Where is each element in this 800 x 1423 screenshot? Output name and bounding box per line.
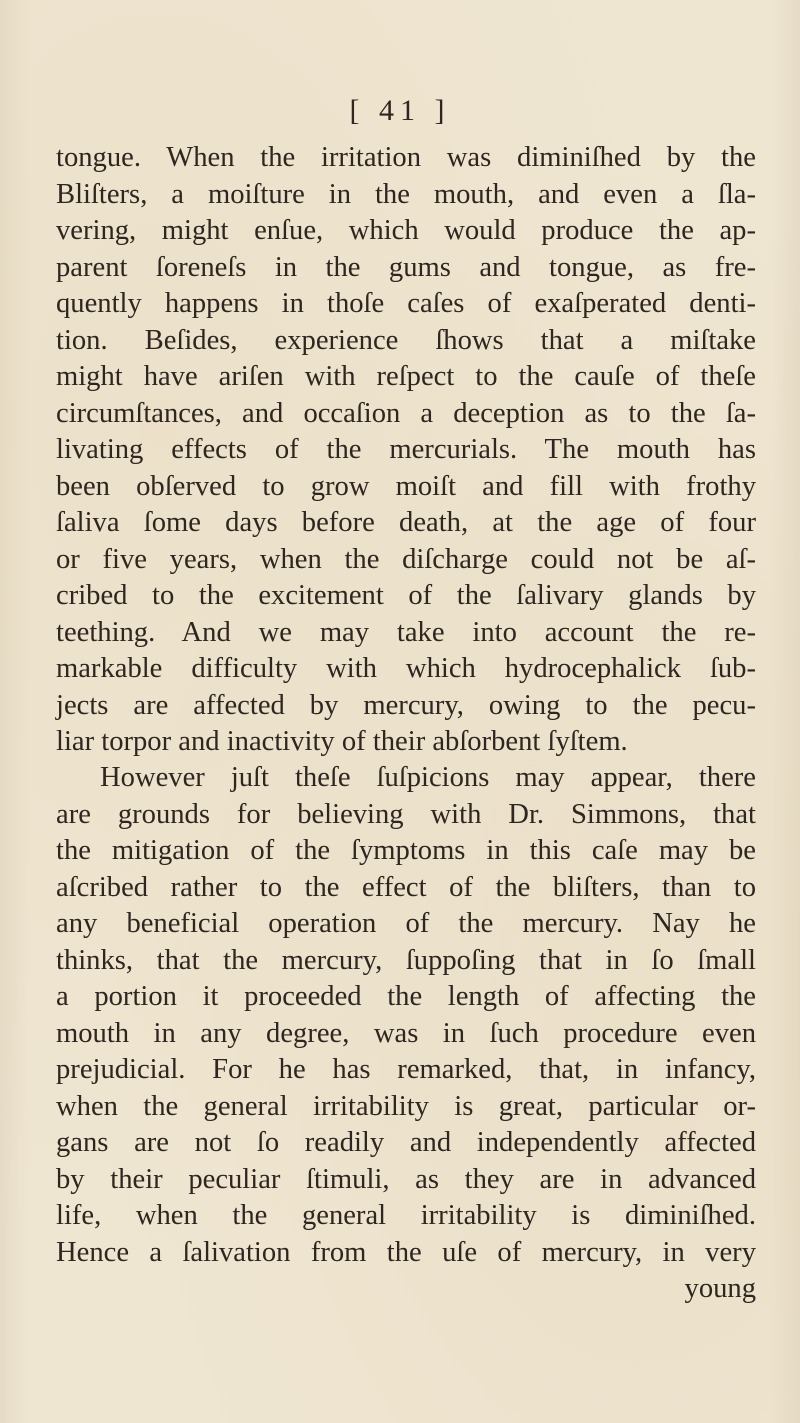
text-line: jects are affected by mercury, owing to the pecu- [56, 689, 756, 721]
text-line: any beneficial operation of the mercury. Nay he [56, 908, 756, 939]
text-line: been obſerved to grow moiſt and fill with frothy [56, 470, 756, 502]
text-line: liar torpor and inactivity of their abſorbent ſyſtem. [56, 726, 628, 757]
text-line: a portion it proceeded the length of affecting the [56, 981, 756, 1012]
text-line: thinks, that the mercury, ſuppoſing that in ſo ſmall [56, 944, 756, 976]
text-line: when the general irritability is great, particular or- [56, 1090, 756, 1122]
text-line: aſcribed rather to the effect of the bliſters, than to [56, 871, 756, 903]
page-number: [ 41 ] [349, 94, 451, 127]
paragraph-2 [56, 760, 756, 1308]
text-line: parent ſoreneſs in the gums and tongue, as fre- [56, 251, 756, 283]
text-line: Bliſters, a moiſture in the mouth, and even a ſla- [56, 178, 756, 210]
text-line: cribed to the excitement of the ſalivary glands by [56, 580, 756, 611]
text-line: livating effects of the mercurials. The mouth has [56, 434, 756, 465]
text-line: teething. And we may take into account the re- [56, 616, 756, 648]
text-line: the mitigation of the ſymptoms in this caſe may be [56, 835, 756, 866]
text-line: However juſt theſe ſuſpicions may appear, there [100, 762, 756, 793]
text-line: gans are not ſo readily and independently affected [56, 1127, 756, 1158]
text-line: tongue. When the irritation was diminiſhed by the [56, 142, 756, 173]
text-line: life, when the general irritability is diminiſhed. [56, 1200, 756, 1231]
paragraph-1 [56, 140, 756, 761]
catchword: young [684, 1273, 756, 1304]
text-line: markable difficulty with which hydrocephalick ſub- [56, 653, 756, 684]
text-line: Hence a ſalivation from the uſe of mercury, in very [56, 1236, 756, 1268]
text-line: tion. Beſides, experience ſhows that a miſtake [56, 324, 756, 356]
text-line: mouth in any degree, was in ſuch procedure even [56, 1017, 756, 1049]
text-line: by their peculiar ſtimuli, as they are in advanced [56, 1163, 756, 1195]
text-line: vering, might enſue, which would produce the ap- [56, 215, 756, 246]
text-line: circumſtances, and occaſion a deception as to the ſa- [56, 397, 756, 429]
text-line: are grounds for believing with Dr. Simmons, that [56, 798, 756, 830]
text-line: or five years, when the diſcharge could not be aſ- [56, 543, 756, 575]
text-line: might have ariſen with reſpect to the cauſe of theſe [56, 361, 756, 392]
text-line: quently happens in thoſe caſes of exaſperated denti- [56, 288, 756, 319]
text-line: ſaliva ſome days before death, at the age of four [56, 507, 756, 538]
text-line: prejudicial. For he has remarked, that, in infancy, [56, 1054, 756, 1085]
